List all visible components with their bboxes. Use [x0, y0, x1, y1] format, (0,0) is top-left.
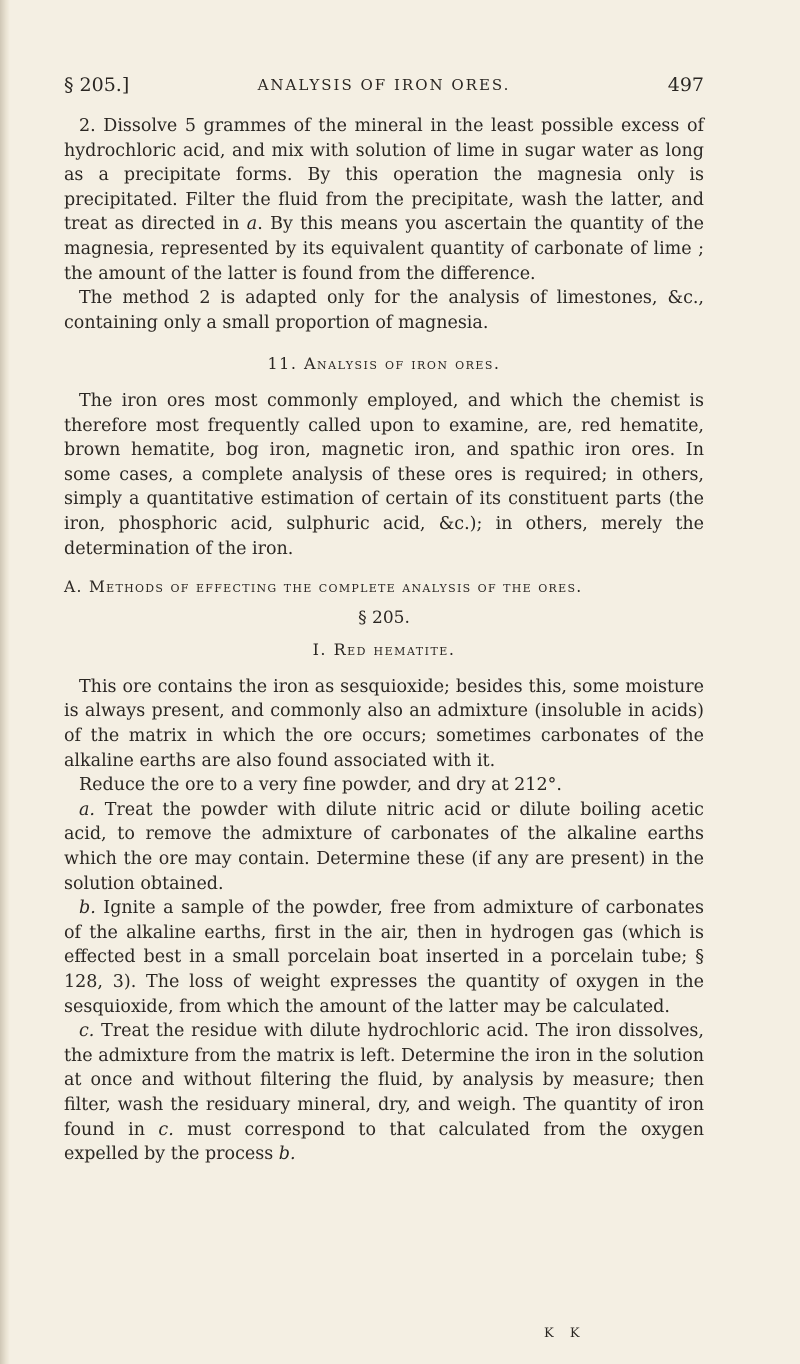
page-binding-edge [0, 0, 10, 1364]
book-page [64, 70, 704, 1167]
step-c-text: Treat the residue with dilute hydrochloric acid. The iron dissolves, the admixture from the matrix is left. Determine the iron in the solution at once and without filtering the fluid, by analysis by measure; then filter, wash the residuary mineral, dry, and weigh. The quantity of iron found in [64, 1021, 704, 1140]
step-c-label: c. [79, 1021, 95, 1042]
signature-mark: K K [544, 1326, 586, 1341]
step-c-ref-b: b. [278, 1144, 296, 1165]
subheading-red-hematite: I. Red hematite. [312, 640, 456, 660]
step-b [64, 896, 704, 1019]
step-c-text-mid: must correspond to that calculated from the oxygen expelled by the process [64, 1119, 704, 1165]
step-a-label: a. [79, 799, 95, 820]
paragraph-iron-ores: The iron ores most commonly employed, and which the chemist is therefore most frequently called upon to examine, are, red hematite, brown hematite, bog iron, magnetic iron, and spathic iron ores. In some cases, a complete analysis of these ores is required; in others, simply a quantitative estimation of certain of its constituent parts (the iron, phosphoric acid, sulphuric acid, &c.); in others, merely the determination of the iron. [64, 390, 704, 559]
step-a-text: Treat the powder with dilute nitric acid or dilute boiling acetic acid, to remove the admixture of carbonates of the alkaline earths which the ore may contain. Determine these (if any are present) in the solution obtained. [64, 799, 704, 894]
running-head-section: § 205.] [64, 74, 130, 96]
step-c-ref-c: c. [158, 1119, 174, 1140]
paragraph-method-2 [64, 114, 704, 286]
step-b-text: Ignite a sample of the powder, free from admixture of carbonates of the alkaline earths, first in the air, then in hydrogen gas (which is effected best in a small porcelain boat inserted in a porcelain tube; § 128, 3). The loss of weight expresses the quantity of oxygen in the sesquioxide, from which the amount of the latter may be calculated. [64, 898, 704, 1017]
paragraph-method-2-note: The method 2 is adapted only for the analysis of limestones, &c., containing only a small proportion of magnesia. [64, 288, 704, 333]
paragraph-red-hematite: This ore contains the iron as sesquioxide; besides this, some moisture is always present, and commonly also an admixture (insoluble in acids) of the matrix in which the ore occurs; sometimes carbonates of the alkaline earths are also found associated with it. [64, 676, 704, 771]
step-b-label: b. [79, 898, 96, 919]
method-2-text-end: . By this means you ascertain the quantity of the magnesia, represented by its equivalent quantity of carbonate of lime ; the amount of the latter is found from the difference. [64, 214, 704, 284]
running-head-title: ANALYSIS OF IRON ORES. [257, 76, 511, 94]
section-heading-11: 11. Analysis of iron ores. [267, 354, 501, 374]
paragraph-reduce: Reduce the ore to a very fine powder, and dry at 212°. [79, 775, 562, 796]
section-mark-205: § 205. [358, 607, 410, 628]
method-2-ref: a [246, 214, 258, 235]
body-text [64, 114, 704, 1167]
step-c [64, 1019, 704, 1167]
method-2-text: 2. Dissolve 5 grammes of the mineral in the least possible excess of hydrochloric acid, and mix with solution of lime in sugar water as long as a precipitate forms. By this operation the magnesia only is precipitated. Filter the fluid from the precipitate, wash the latter, and treat as directed in [64, 116, 704, 235]
step-a [64, 798, 704, 896]
running-head [64, 70, 704, 100]
page-number: 497 [667, 74, 704, 96]
section-heading-A: A. Methods of effecting the complete analysis of the ores. [64, 578, 583, 597]
